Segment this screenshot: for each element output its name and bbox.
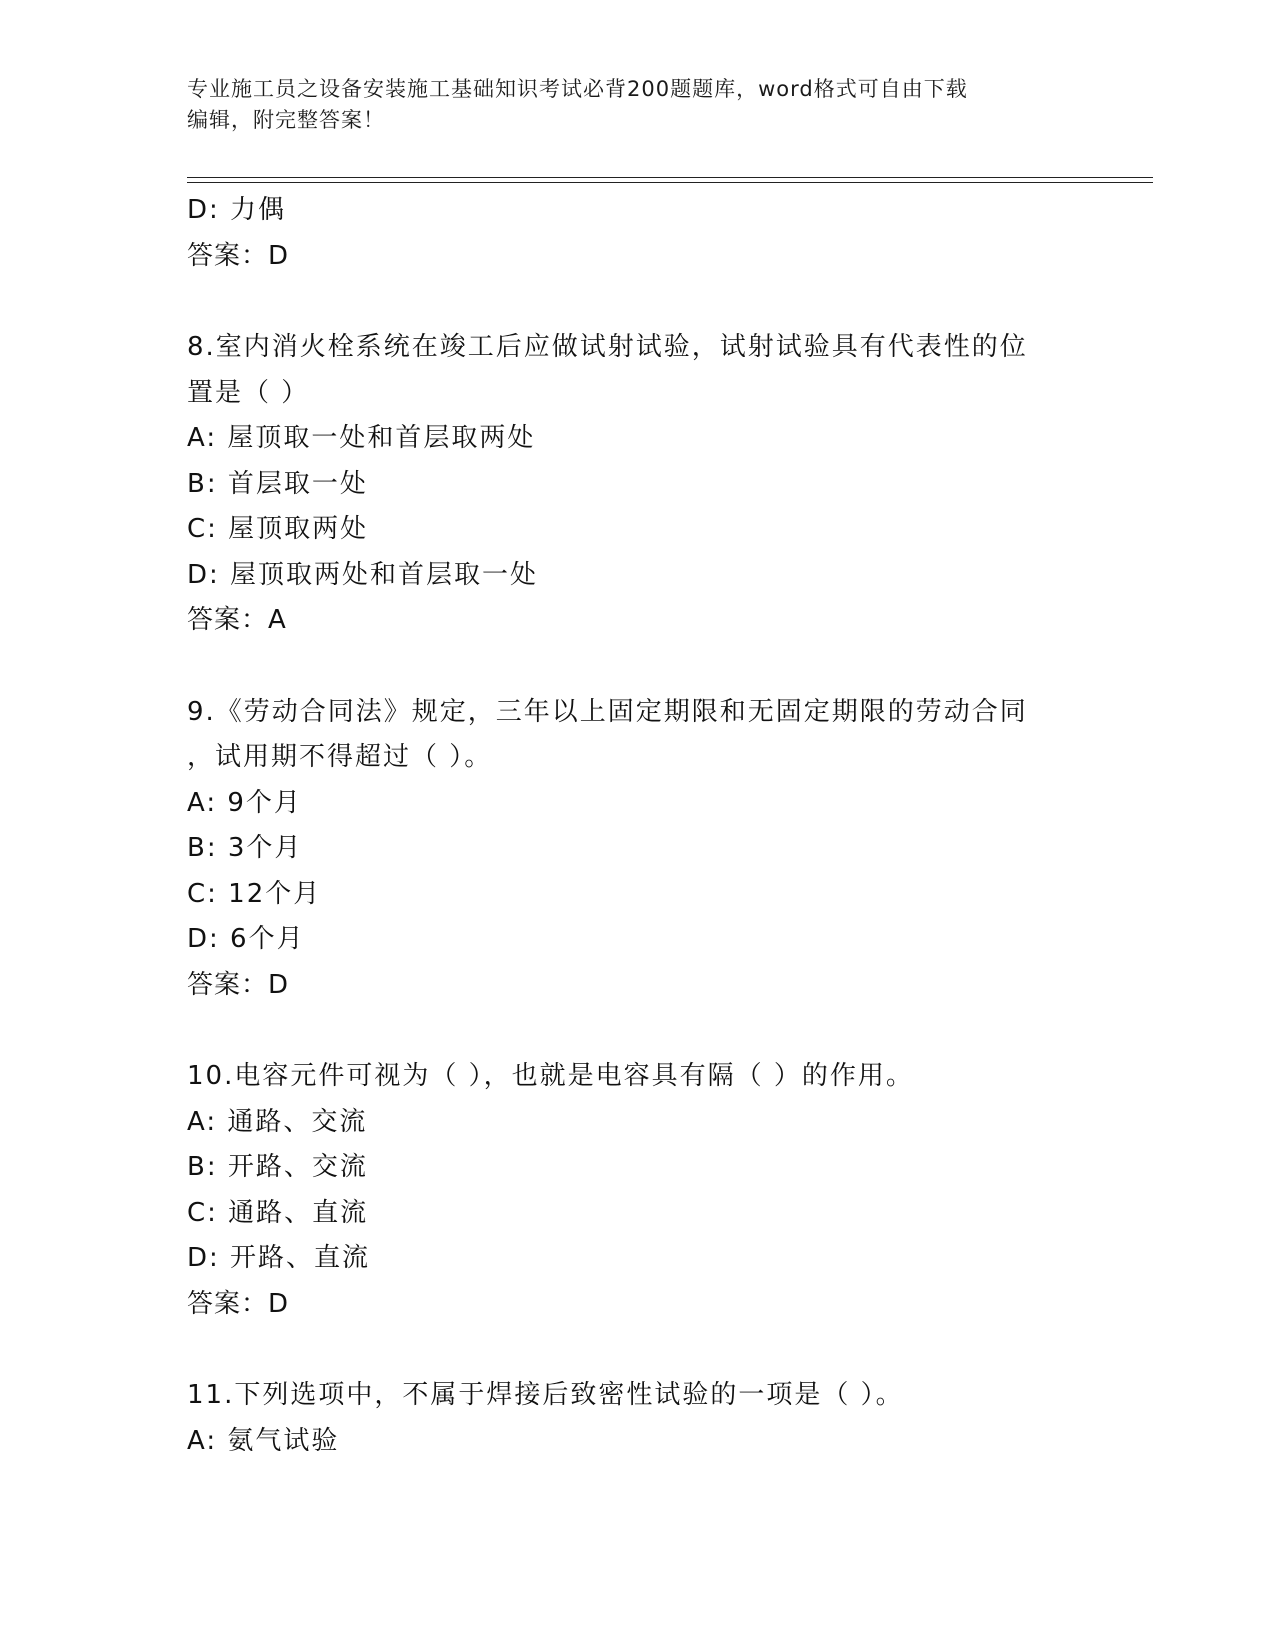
option-a: A: 9个月	[187, 787, 302, 818]
question-8	[187, 325, 1067, 644]
option-a: A: 屋顶取一处和首层取两处	[187, 423, 536, 453]
question-stem: 11.下列选项中，不属于焊接后致密性试验的一项是（ ）。	[187, 1380, 904, 1410]
spacer	[187, 279, 1067, 325]
option-a: A: 通路、交流	[187, 1106, 368, 1137]
answer-line: 答案：D	[187, 240, 290, 271]
option-b: B: 3个月	[187, 833, 303, 863]
question-stem: 10.电容元件可视为（ ），也就是电容具有隔（ ）的作用。	[187, 1061, 914, 1091]
header-line-2: 编辑，附完整答案！	[187, 108, 385, 132]
header-divider	[187, 177, 1153, 183]
option-d: D: 6个月	[187, 924, 305, 954]
spacer	[187, 644, 1067, 690]
option-d: D: 开路、直流	[187, 1243, 371, 1273]
document-body	[187, 188, 1067, 1464]
option-c: C: 屋顶取两处	[187, 514, 369, 544]
answer-line: 答案：A	[187, 605, 287, 635]
question-stem: 置是（ ）	[187, 377, 310, 408]
page-header	[187, 74, 1067, 136]
option-d: D: 屋顶取两处和首层取一处	[187, 559, 539, 590]
answer-line: 答案：D	[187, 969, 290, 1000]
option-b: B: 首层取一处	[187, 468, 368, 499]
option-b: B: 开路、交流	[187, 1152, 368, 1182]
previous-question-tail	[187, 188, 1067, 279]
option-c: C: 12个月	[187, 878, 322, 909]
question-11	[187, 1373, 1067, 1464]
question-9	[187, 690, 1067, 1009]
option-d: D: 力偶	[187, 195, 287, 225]
header-line-1: 专业施工员之设备安装施工基础知识考试必背200题题库，word格式可自由下载	[187, 77, 968, 101]
spacer	[187, 1327, 1067, 1373]
spacer	[187, 1008, 1067, 1054]
option-c: C: 通路、直流	[187, 1197, 369, 1228]
question-10	[187, 1054, 1067, 1327]
answer-line: 答案：D	[187, 1288, 290, 1319]
question-stem: 9.《劳动合同法》规定，三年以上固定期限和无固定期限的劳动合同	[187, 696, 1028, 727]
question-stem: 8.室内消火栓系统在竣工后应做试射试验，试射试验具有代表性的位	[187, 332, 1028, 362]
question-stem: ，试用期不得超过（ ）。	[187, 742, 493, 772]
option-a: A: 氨气试验	[187, 1425, 340, 1456]
